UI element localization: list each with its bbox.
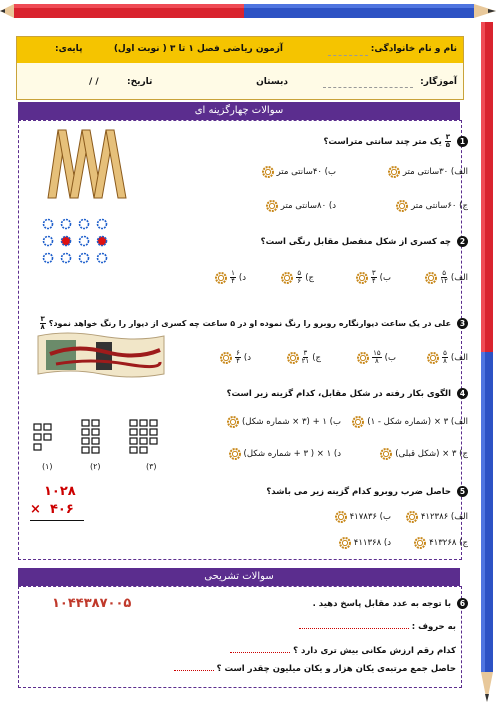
question-1-fraction: $\frac{۳}{۵}$ xyxy=(445,133,451,149)
q6-sub-1-answer-line[interactable] xyxy=(299,628,409,629)
q3-option-b-fraction: $\frac{۱۵}{۸}$ xyxy=(373,349,381,365)
q1-option-d[interactable] xyxy=(266,200,336,212)
pattern-label-2: (۲) xyxy=(90,462,101,471)
gear-bullet-icon xyxy=(262,166,274,178)
multiplication-bottom-number: ۴۰۶ xyxy=(50,502,74,517)
question-3-text: علی در یک ساعت دیوارنگاره روبرو را رنگ نموده او در ۵ ساعت چه کسری از دیوار را رنگ خواهد نمود؟ xyxy=(48,319,452,328)
q2-option-a-fraction: $\frac{۵}{۱۲}$ xyxy=(440,269,448,285)
q1-option-c-label: ج) ۶۰سانتی متر xyxy=(411,201,468,211)
q6-sub-1 xyxy=(299,622,456,632)
question-4-text: الگوی بکار رفته در شکل مقابل، کدام گزینه زیر است؟ xyxy=(226,389,452,399)
gear-bullet-icon xyxy=(215,272,227,284)
gear-bullet-icon xyxy=(356,272,368,284)
gear-bullet-icon xyxy=(266,200,278,212)
q1-option-a[interactable] xyxy=(388,166,468,178)
teacher-line[interactable] xyxy=(323,87,413,88)
q3-option-c-fraction: $\frac{۳}{۲۱}$ xyxy=(301,349,310,365)
colored-flowers-figure xyxy=(40,216,110,266)
student-name-line[interactable] xyxy=(328,55,368,56)
gear-bullet-icon xyxy=(388,166,400,178)
gear-bullet-icon xyxy=(335,511,347,523)
q3-option-a-fraction: $\frac{۵}{۸}$ xyxy=(443,349,447,365)
question-4 xyxy=(227,388,468,399)
question-4-number: 4 xyxy=(457,388,468,399)
q3-option-b[interactable] xyxy=(357,350,396,365)
folding-ruler-image xyxy=(44,128,130,200)
q2-option-b[interactable] xyxy=(356,270,391,285)
wall-mural-image xyxy=(36,330,166,380)
q5-option-a[interactable] xyxy=(406,511,468,523)
question-6 xyxy=(313,598,468,609)
question-3 xyxy=(40,316,468,331)
date-value[interactable]: / / xyxy=(89,77,99,87)
q2-option-d-fraction: $\frac{۱}{۴}$ xyxy=(231,269,235,285)
pattern-label-1: (۱) xyxy=(42,462,53,471)
question-6-text: با توجه به عدد مقابل پاسخ دهید . xyxy=(312,599,452,609)
q5-option-c-label: ج) ۴۱۳۲۶۸ xyxy=(429,538,468,548)
student-name-label: نام و نام خانوادگی: xyxy=(370,44,457,54)
gear-bullet-icon xyxy=(414,537,426,549)
q4-option-a[interactable] xyxy=(352,416,468,428)
q1-option-a-label: الف) ۳۰سانتی متر xyxy=(402,167,468,177)
question-1-text: یک متر چند سانتی متراست؟ xyxy=(323,137,442,147)
question-6-number: 6 xyxy=(457,598,468,609)
q5-option-b-label: ب) ۴۱۷۸۳۶ xyxy=(349,512,391,522)
date-label: تاریخ: xyxy=(127,77,153,87)
q1-option-c[interactable] xyxy=(396,200,468,212)
q4-option-a-label: الف) ۳ × (شماره شکل - ۱) xyxy=(367,417,468,427)
q2-option-b-fraction: $\frac{۳}{۴}$ xyxy=(371,269,376,285)
question-1 xyxy=(323,134,468,149)
gear-bullet-icon xyxy=(281,272,293,284)
q6-sub-2-text: کدام رقم ارزش مکانی بیش تری دارد ؟ xyxy=(293,646,456,656)
question-2-number: 2 xyxy=(457,236,468,247)
gear-bullet-icon xyxy=(227,416,239,428)
q4-option-b-label: ب) ۱ + (۳ × شماره شکل) xyxy=(241,417,341,427)
q5-option-d[interactable] xyxy=(339,537,391,549)
exam-title: آزمون ریاضی فصل ۱ تا ۳ ( نوبت اول) xyxy=(113,44,283,54)
gear-bullet-icon xyxy=(220,352,232,364)
question-5 xyxy=(266,486,468,497)
q2-option-c-label: ج) xyxy=(305,272,314,283)
q1-option-d-label: د) ۸۰سانتی متر xyxy=(280,201,336,211)
q2-option-d[interactable] xyxy=(215,270,246,285)
question-6-number-display: ۱۰۴۴۳۸۷۰۰۵ xyxy=(52,596,132,611)
question-2-text: چه کسری از شکل منفصل مقابل رنگی است؟ xyxy=(260,237,452,247)
gear-bullet-icon xyxy=(406,511,418,523)
q6-sub-2-answer-line[interactable] xyxy=(230,652,290,653)
question-2 xyxy=(261,236,468,247)
q4-option-c[interactable] xyxy=(380,448,468,460)
gear-bullet-icon xyxy=(427,352,439,364)
q2-option-d-label: د) xyxy=(238,272,246,283)
q4-option-b[interactable] xyxy=(227,416,341,428)
pencil-decoration-top xyxy=(0,0,496,22)
section-multiple-choice-title: سوالات چهارگزینه ای xyxy=(18,102,460,120)
question-5-text: حاصل ضرب روبرو کدام گزینه زیر می باشد؟ xyxy=(266,487,452,497)
q3-option-d[interactable] xyxy=(220,350,251,365)
gear-bullet-icon xyxy=(357,352,369,364)
gear-bullet-icon xyxy=(396,200,408,212)
q4-option-c-label: ج) ۳ × (شکل قبلی) xyxy=(395,449,468,459)
multiplication-top-number: ۱۰۲۸ xyxy=(44,484,76,499)
question-5-number: 5 xyxy=(457,486,468,497)
q6-sub-2 xyxy=(230,646,456,656)
q6-sub-1-text: به حروف : xyxy=(411,622,456,632)
q3-option-c[interactable] xyxy=(287,350,321,365)
gear-bullet-icon xyxy=(352,416,364,428)
school-label: دبستان xyxy=(256,77,288,87)
q6-sub-3 xyxy=(174,664,456,674)
q2-option-b-label: ب) xyxy=(379,272,391,283)
q5-option-b[interactable] xyxy=(335,511,391,523)
q6-sub-3-answer-line[interactable] xyxy=(174,670,214,671)
teacher-label: آموزگار: xyxy=(420,77,457,87)
question-3-fraction: $\frac{۳}{۸}$ xyxy=(40,315,45,331)
gear-bullet-icon xyxy=(380,448,392,460)
q5-option-c[interactable] xyxy=(414,537,468,549)
pattern-figures xyxy=(30,418,180,458)
pencil-decoration-right xyxy=(478,22,496,702)
q3-option-d-label: د) xyxy=(243,352,251,363)
q3-option-c-label: ج) xyxy=(312,352,321,363)
multiplication-sign: × xyxy=(30,502,41,517)
q6-sub-3-text: حاصل جمع مرتبه‌ی یکان هزار و یکان میلیون چقدر است ؟ xyxy=(216,664,456,674)
pattern-label-3: (۳) xyxy=(146,462,157,471)
gear-bullet-icon xyxy=(339,537,351,549)
q3-option-b-label: ب) xyxy=(384,352,396,363)
q3-option-d-fraction: $\frac{۶}{۴}$ xyxy=(236,349,240,365)
q2-option-a-label: الف) xyxy=(450,272,468,283)
q4-option-d[interactable] xyxy=(229,448,342,460)
q1-option-b[interactable] xyxy=(262,166,336,178)
q5-option-d-label: د) ۴۱۱۳۶۸ xyxy=(353,538,391,548)
q2-option-c-fraction: $\frac{۵}{۶}$ xyxy=(297,269,302,285)
gear-bullet-icon xyxy=(229,448,241,460)
grade-label: پایه‌ی: xyxy=(55,44,83,54)
gear-bullet-icon xyxy=(425,272,437,284)
q3-option-a[interactable] xyxy=(427,350,468,365)
q2-option-c[interactable] xyxy=(281,270,314,285)
q5-option-a-label: الف) ۴۱۲۳۸۶ xyxy=(420,512,468,522)
q3-option-a-label: الف) xyxy=(450,352,468,363)
q1-option-b-label: ب) ۴۰سانتی متر xyxy=(276,167,336,177)
section-descriptive-title: سوالات تشریحی xyxy=(18,568,460,586)
exam-header xyxy=(16,36,464,100)
multiplication-rule xyxy=(30,520,84,521)
gear-bullet-icon xyxy=(287,352,299,364)
question-1-number: 1 xyxy=(457,136,468,147)
q2-option-a[interactable] xyxy=(425,270,468,285)
question-3-number: 3 xyxy=(457,318,468,329)
q4-option-d-label: د) ۱ × ( ۳ + شماره شکل) xyxy=(243,449,341,459)
